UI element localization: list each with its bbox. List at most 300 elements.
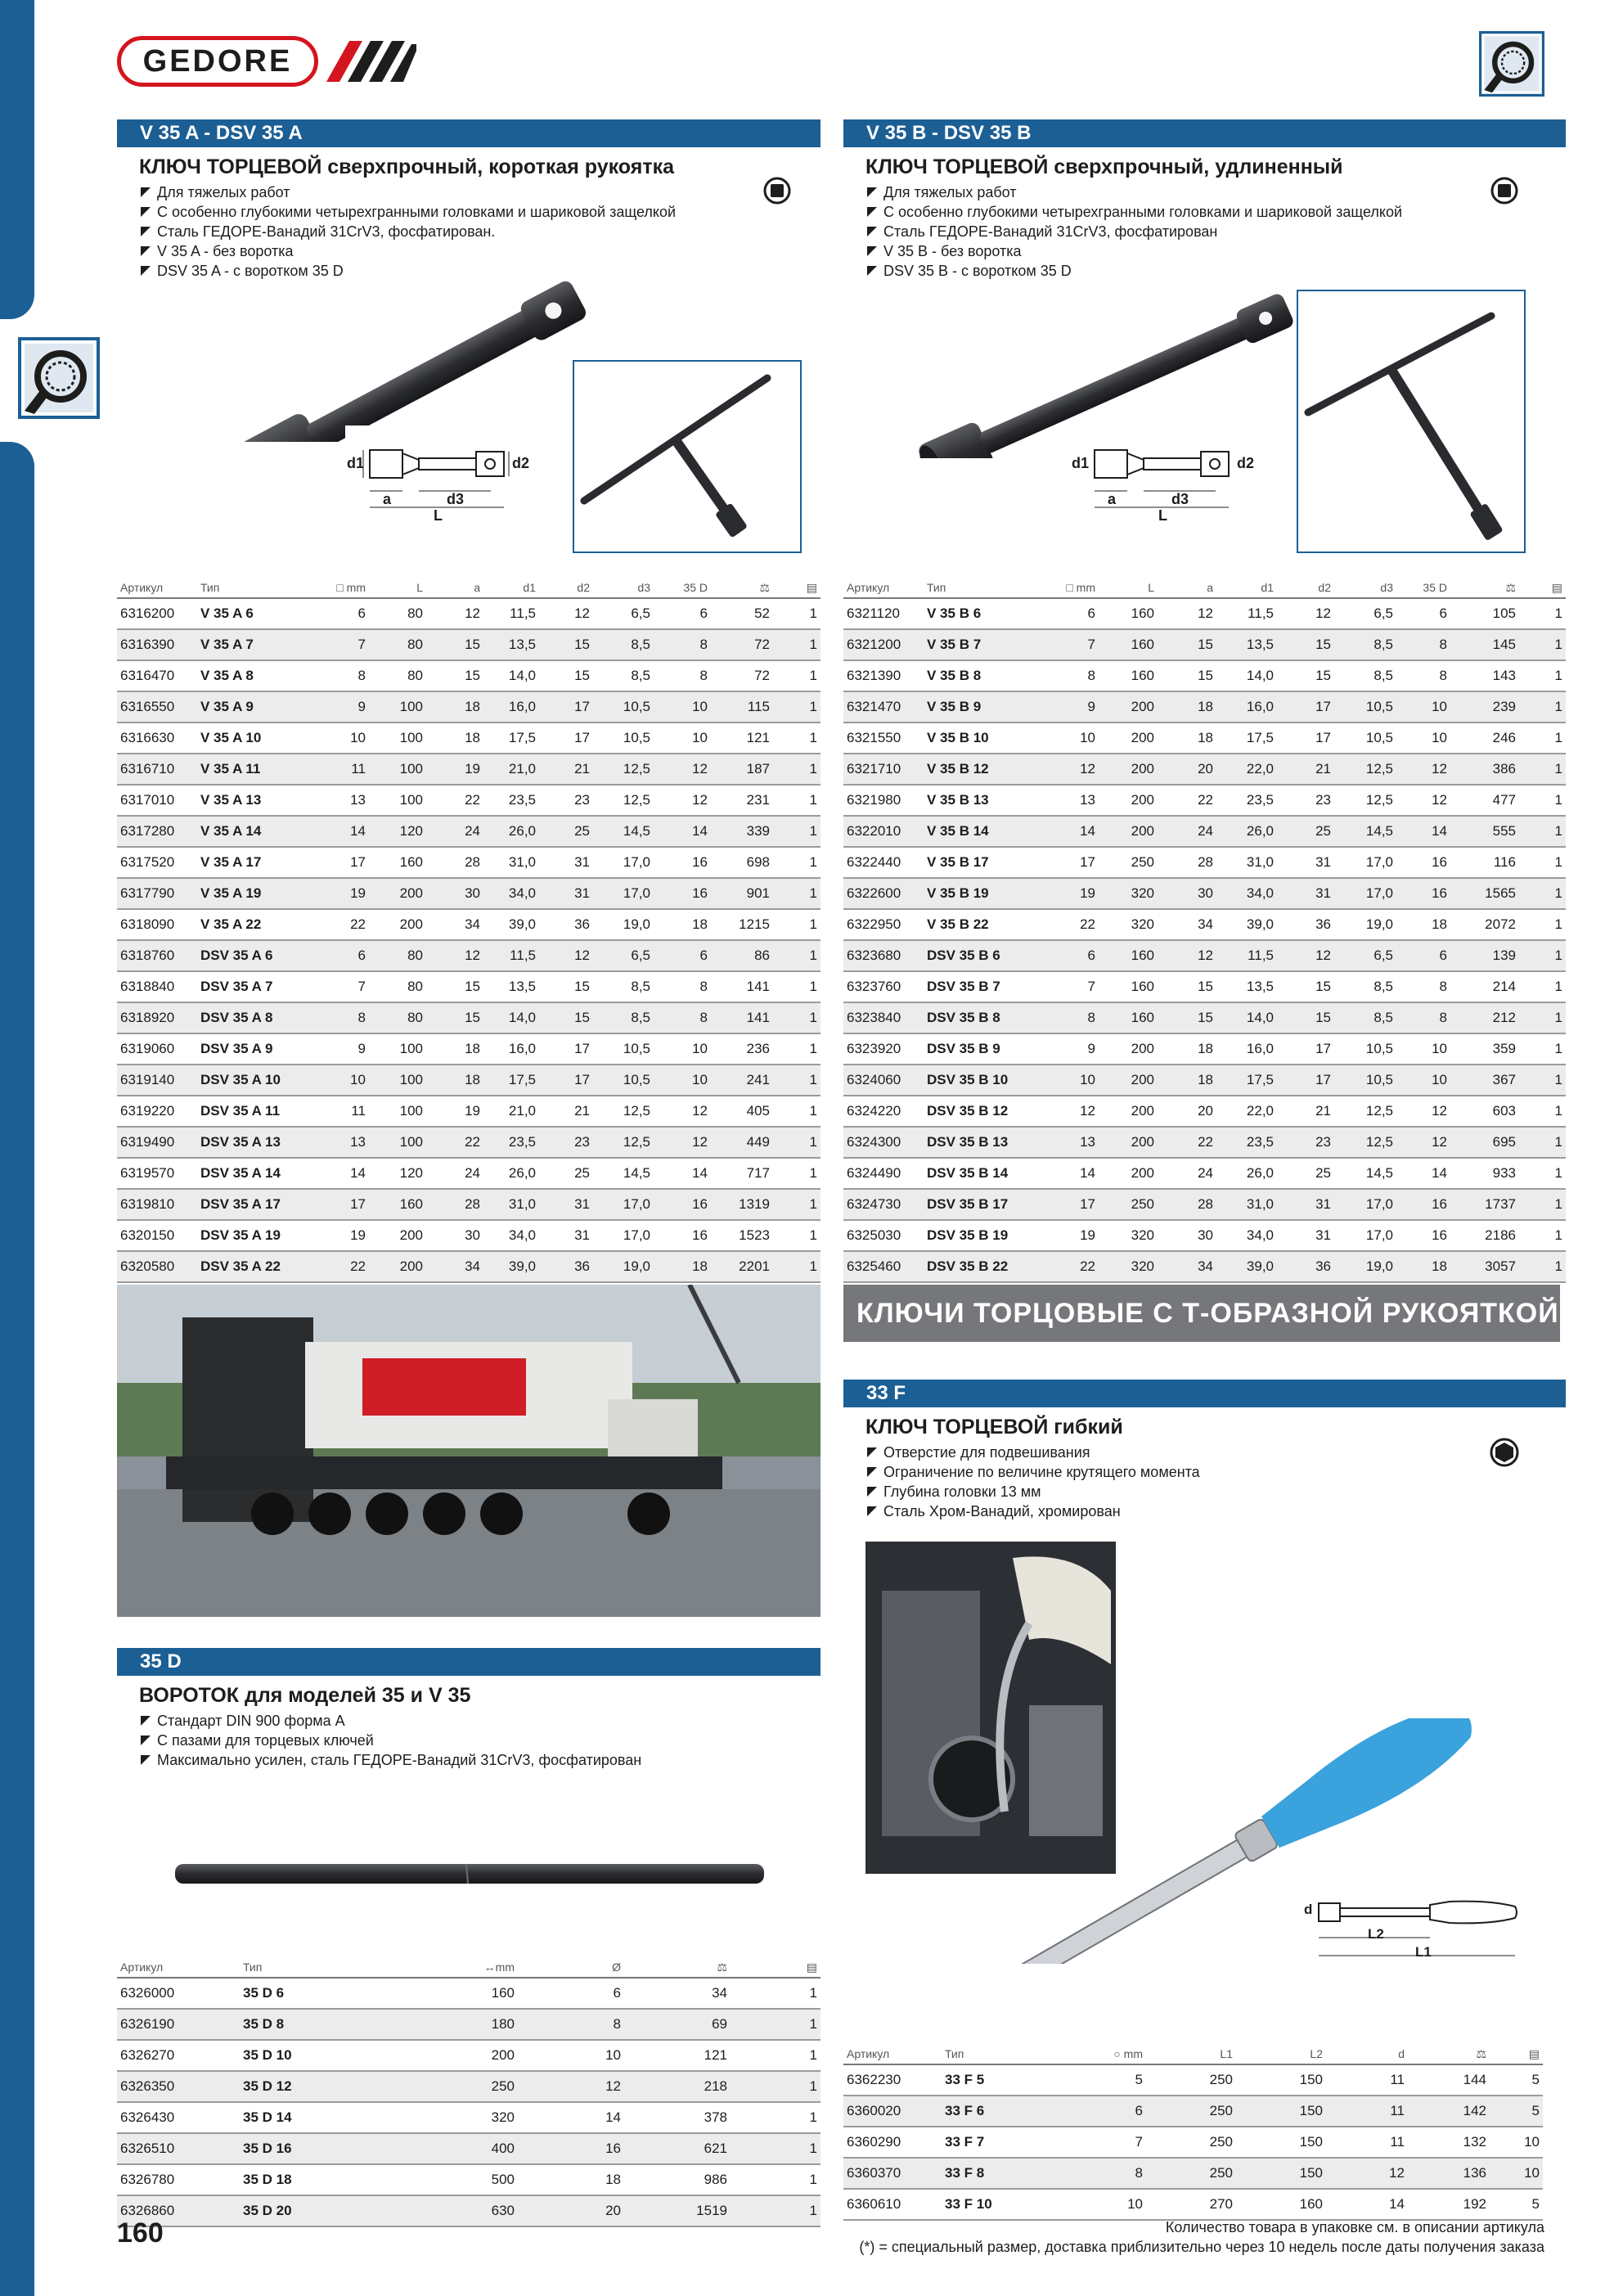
table-row — [843, 1189, 1566, 1220]
table-cell: 8 — [654, 971, 711, 1002]
table-cell: 10 — [1396, 691, 1450, 723]
column-header: ⚖ — [1450, 578, 1519, 598]
table-cell: 21 — [539, 754, 593, 785]
table-cell: 14 — [1028, 1158, 1099, 1189]
table-cell: 150 — [1236, 2158, 1326, 2189]
table-row — [117, 1096, 820, 1127]
table-cell: 200 — [369, 909, 426, 940]
dimension-drawing — [345, 425, 530, 524]
table-cell: 13 — [303, 785, 369, 816]
table-cell: 1 — [1519, 816, 1566, 847]
table-cell: 10,5 — [593, 723, 654, 754]
type-code: V 35 B 9 — [924, 691, 1028, 723]
table-cell: 34 — [426, 909, 483, 940]
table-cell: 17,5 — [1216, 1065, 1277, 1096]
table-row — [843, 1251, 1566, 1282]
type-code: DSV 35 B 17 — [924, 1189, 1028, 1220]
type-code: DSV 35 A 19 — [197, 1220, 303, 1251]
table-cell: 1 — [773, 1158, 820, 1189]
column-header: Тип — [197, 578, 303, 598]
table-cell: 12 — [1396, 785, 1450, 816]
type-code: DSV 35 B 10 — [924, 1065, 1028, 1096]
table-cell: 6 — [1028, 598, 1099, 629]
logo-stripes — [326, 41, 416, 82]
type-code: V 35 A 8 — [197, 660, 303, 691]
table-cell: 933 — [1450, 1158, 1519, 1189]
table-cell: 12 — [539, 940, 593, 971]
table-cell: 1 — [773, 723, 820, 754]
table-row — [117, 660, 820, 691]
table-cell: 1 — [1519, 878, 1566, 909]
table-cell: 200 — [1099, 1127, 1158, 1158]
table-row — [117, 1189, 820, 1220]
table-cell: 145 — [1450, 629, 1519, 660]
table-cell: 250 — [1146, 2127, 1236, 2158]
article-number: 6319140 — [117, 1065, 197, 1096]
section-banner: КЛЮЧИ ТОРЦОВЫЕ С Т-ОБРАЗНОЙ РУКОЯТКОЙ — [843, 1285, 1560, 1342]
type-code: 35 D 12 — [240, 2071, 362, 2102]
table-cell: 1 — [773, 940, 820, 971]
table-cell: 10 — [303, 1065, 369, 1096]
column-header: d3 — [1334, 578, 1396, 598]
dimension-sketch — [1302, 1895, 1523, 1970]
table-row — [117, 1127, 820, 1158]
table-cell: 5 — [1490, 2189, 1543, 2220]
article-number: 6319810 — [117, 1189, 197, 1220]
table-cell: 200 — [1099, 1158, 1158, 1189]
table-row — [843, 1127, 1566, 1158]
table-cell: 12 — [1396, 1096, 1450, 1127]
table-cell: 16 — [1396, 878, 1450, 909]
column-header: d1 — [483, 578, 539, 598]
table-cell: 10 — [654, 1065, 711, 1096]
table-cell: 10 — [518, 2040, 624, 2071]
table-cell: 14 — [303, 816, 369, 847]
type-code: V 35 B 19 — [924, 878, 1028, 909]
table-cell: 8,5 — [1334, 629, 1396, 660]
table-cell: 141 — [711, 971, 773, 1002]
table-cell: 18 — [518, 2164, 624, 2195]
table-cell: 13,5 — [1216, 971, 1277, 1002]
table-cell: 12 — [426, 598, 483, 629]
table-cell: 22,0 — [1216, 1096, 1277, 1127]
table-cell: 8,5 — [1334, 1002, 1396, 1033]
table-row — [843, 754, 1566, 785]
side-tab-top — [0, 0, 34, 319]
table-row — [117, 971, 820, 1002]
table-cell: 320 — [1099, 1220, 1158, 1251]
table-cell: 11 — [1326, 2096, 1408, 2127]
table-cell: 17 — [1277, 1033, 1334, 1065]
table-cell: 14,5 — [1334, 1158, 1396, 1189]
type-code: V 35 B 22 — [924, 909, 1028, 940]
table-cell: 8 — [654, 660, 711, 691]
article-number: 6316630 — [117, 723, 197, 754]
article-number: 6360020 — [843, 2096, 942, 2127]
type-code: V 35 A 17 — [197, 847, 303, 878]
table-cell: 7 — [1028, 629, 1099, 660]
table-cell: 12 — [1028, 754, 1099, 785]
label-d3: d3 — [447, 491, 465, 507]
table-cell: 10 — [303, 723, 369, 754]
table-cell: 30 — [426, 1220, 483, 1251]
column-header: d — [1326, 2044, 1408, 2064]
table-cell: 1 — [773, 971, 820, 1002]
article-number: 6318920 — [117, 1002, 197, 1033]
table-cell: 17,0 — [593, 1220, 654, 1251]
column-header: ⚖ — [711, 578, 773, 598]
table-cell: 200 — [1099, 1096, 1158, 1127]
feature-item: Для тяжелых работ — [139, 182, 820, 202]
footer-line: Количество товара в упаковке см. в описании артикула — [1165, 2219, 1544, 2235]
table-cell: 120 — [369, 816, 426, 847]
column-header: Тип — [240, 1957, 362, 1978]
table-cell: 14,0 — [1216, 660, 1277, 691]
feature-item: С особенно глубокими четырехгранными головками и шариковой защелкой — [865, 202, 1566, 222]
table-cell: 17 — [1277, 691, 1334, 723]
type-code: 33 F 6 — [942, 2096, 1056, 2127]
column-header: d1 — [1216, 578, 1277, 598]
table-cell: 14 — [1326, 2189, 1408, 2220]
table-cell: 320 — [1099, 878, 1158, 909]
table-cell: 2201 — [711, 1251, 773, 1282]
product-title: КЛЮЧ ТОРЦЕВОЙ сверхпрочный, удлиненный — [865, 155, 1343, 178]
table-cell: 18 — [426, 1065, 483, 1096]
feature-item: Ограничение по величине крутящего момента — [865, 1462, 1566, 1482]
table-cell: 12 — [654, 1127, 711, 1158]
table-cell: 212 — [1450, 1002, 1519, 1033]
table-cell: 31,0 — [483, 1189, 539, 1220]
feature-list — [865, 1443, 1566, 1521]
table-cell: 6 — [303, 598, 369, 629]
column-header: ▤ — [773, 578, 820, 598]
table-cell: 36 — [539, 909, 593, 940]
page-number: 160 — [117, 2217, 164, 2249]
table-cell: 31 — [539, 1220, 593, 1251]
table-cell: 12 — [654, 785, 711, 816]
table-cell: 11,5 — [483, 940, 539, 971]
table-cell: 20 — [1158, 754, 1216, 785]
table-cell: 25 — [1277, 816, 1334, 847]
table-row — [843, 1220, 1566, 1251]
article-number: 6316390 — [117, 629, 197, 660]
table-cell: 22 — [1158, 1127, 1216, 1158]
table-row — [117, 2102, 820, 2133]
table-cell: 12 — [654, 754, 711, 785]
article-number: 6318760 — [117, 940, 197, 971]
table-cell: 1 — [773, 878, 820, 909]
table-row — [117, 909, 820, 940]
table-cell: 23 — [1277, 785, 1334, 816]
table-cell: 160 — [1099, 660, 1158, 691]
table-cell: 21,0 — [483, 1096, 539, 1127]
table-cell: 6 — [1396, 598, 1450, 629]
table-cell: 24 — [1158, 816, 1216, 847]
table-cell: 100 — [369, 1127, 426, 1158]
table-cell: 115 — [711, 691, 773, 723]
feature-list — [865, 182, 1566, 281]
table-cell: 16,0 — [1216, 1033, 1277, 1065]
table-cell: 80 — [369, 660, 426, 691]
table-row — [117, 754, 820, 785]
type-code: DSV 35 A 9 — [197, 1033, 303, 1065]
table-cell: 9 — [303, 691, 369, 723]
table-cell: 192 — [1408, 2189, 1490, 2220]
table-cell: 18 — [654, 909, 711, 940]
table-cell: 17 — [539, 1033, 593, 1065]
article-number: 6317010 — [117, 785, 197, 816]
table-cell: 100 — [369, 691, 426, 723]
table-cell: 1 — [1519, 1251, 1566, 1282]
table-cell: 1 — [731, 2040, 820, 2071]
table-cell: 187 — [711, 754, 773, 785]
label-d2: d2 — [1237, 455, 1255, 471]
table-cell: 34,0 — [483, 878, 539, 909]
table-cell: 10,5 — [1334, 723, 1396, 754]
table-cell: 1 — [1519, 785, 1566, 816]
table-cell: 34 — [1158, 909, 1216, 940]
table-cell: 200 — [1099, 785, 1158, 816]
table-cell: 1 — [1519, 629, 1566, 660]
table-cell: 8,5 — [593, 629, 654, 660]
table-cell: 12,5 — [1334, 785, 1396, 816]
table-cell: 1 — [773, 816, 820, 847]
table-cell: 31 — [1277, 847, 1334, 878]
table-cell: 34,0 — [1216, 878, 1277, 909]
label-a: a — [1108, 491, 1117, 507]
table-cell: 15 — [426, 1002, 483, 1033]
table-v35a — [117, 578, 820, 1283]
table-cell: 105 — [1450, 598, 1519, 629]
table-cell: 72 — [711, 629, 773, 660]
table-cell: 80 — [369, 971, 426, 1002]
table-cell: 6 — [303, 940, 369, 971]
article-number: 6316470 — [117, 660, 197, 691]
table-cell: 17 — [1028, 847, 1099, 878]
table-cell: 39,0 — [1216, 1251, 1277, 1282]
table-cell: 1 — [773, 1127, 820, 1158]
table-cell: 200 — [1099, 723, 1158, 754]
table-cell: 22 — [303, 909, 369, 940]
table-cell: 23 — [539, 785, 593, 816]
table-cell: 1 — [1519, 660, 1566, 691]
column-header: Артикул — [843, 578, 924, 598]
column-header: 35 D — [1396, 578, 1450, 598]
table-cell: 19,0 — [1334, 1251, 1396, 1282]
table-cell: 160 — [1099, 629, 1158, 660]
table-cell: 320 — [1099, 909, 1158, 940]
table-cell: 22 — [303, 1251, 369, 1282]
table-row — [843, 598, 1566, 629]
table-cell: 1 — [773, 1096, 820, 1127]
table-cell: 16,0 — [483, 691, 539, 723]
table-cell: 31,0 — [1216, 847, 1277, 878]
table-cell: 200 — [1099, 691, 1158, 723]
table-cell: 14 — [654, 1158, 711, 1189]
table-row — [117, 1251, 820, 1282]
table-cell: 1 — [1519, 754, 1566, 785]
table-cell: 449 — [711, 1127, 773, 1158]
table-cell: 17,5 — [483, 723, 539, 754]
table-cell: 12 — [1158, 598, 1216, 629]
table-cell: 717 — [711, 1158, 773, 1189]
table-cell: 30 — [426, 878, 483, 909]
table-cell: 39,0 — [483, 909, 539, 940]
table-cell: 116 — [1450, 847, 1519, 878]
table-cell: 8 — [1028, 1002, 1099, 1033]
column-header: Артикул — [843, 2044, 942, 2064]
column-header: Тип — [942, 2044, 1056, 2064]
table-cell: 8 — [1396, 1002, 1450, 1033]
table-cell: 17 — [1277, 1065, 1334, 1096]
table-cell: 405 — [711, 1096, 773, 1127]
column-header: ○ mm — [1056, 2044, 1146, 2064]
table-cell: 21,0 — [483, 754, 539, 785]
table-cell: 12,5 — [593, 1096, 654, 1127]
table-35d — [117, 1957, 820, 2227]
table-cell: 1 — [1519, 1065, 1566, 1096]
table-cell: 10 — [1056, 2189, 1146, 2220]
table-cell: 18 — [1158, 691, 1216, 723]
table-cell: 120 — [369, 1158, 426, 1189]
label-L2: L2 — [1368, 1926, 1384, 1942]
label-a: a — [383, 491, 392, 507]
brand-name: GEDORE — [142, 43, 293, 79]
table-cell: 10,5 — [1334, 1065, 1396, 1096]
table-cell: 11 — [1326, 2064, 1408, 2096]
table-cell: 24 — [1158, 1158, 1216, 1189]
table-cell: 200 — [369, 878, 426, 909]
crane-truck-photo — [117, 1285, 820, 1617]
table-cell: 31 — [539, 878, 593, 909]
table-row — [117, 1033, 820, 1065]
table-cell: 250 — [1146, 2096, 1236, 2127]
article-table — [117, 1957, 820, 2227]
table-cell: 14 — [654, 816, 711, 847]
table-cell: 500 — [362, 2164, 518, 2195]
table-row — [117, 785, 820, 816]
table-cell: 477 — [1450, 785, 1519, 816]
column-header: d2 — [1277, 578, 1334, 598]
column-header: Артикул — [117, 578, 197, 598]
table-cell: 17,0 — [1334, 878, 1396, 909]
table-cell: 1 — [1519, 1189, 1566, 1220]
table-cell: 8 — [303, 1002, 369, 1033]
column-header: ⚖ — [1408, 2044, 1490, 2064]
table-cell: 26,0 — [483, 1158, 539, 1189]
table-cell: 12 — [1396, 754, 1450, 785]
table-cell: 17,0 — [1334, 1220, 1396, 1251]
table-cell: 7 — [1028, 971, 1099, 1002]
table-cell: 143 — [1450, 660, 1519, 691]
table-cell: 21 — [1277, 1096, 1334, 1127]
table-cell: 1565 — [1450, 878, 1519, 909]
table-row — [843, 2127, 1543, 2158]
table-row — [843, 1065, 1566, 1096]
table-cell: 1 — [731, 2195, 820, 2226]
table-cell: 24 — [426, 816, 483, 847]
table-row — [117, 2071, 820, 2102]
table-cell: 603 — [1450, 1096, 1519, 1127]
table-cell: 12 — [1277, 940, 1334, 971]
square-icon — [1490, 177, 1518, 205]
table-row — [843, 909, 1566, 940]
article-number: 6316200 — [117, 598, 197, 629]
table-cell: 14 — [1028, 816, 1099, 847]
table-cell: 1 — [773, 909, 820, 940]
article-number: 6320150 — [117, 1220, 197, 1251]
section-v35a — [117, 119, 820, 281]
table-row — [843, 2158, 1543, 2189]
article-number: 6318090 — [117, 909, 197, 940]
table-cell: 1 — [1519, 691, 1566, 723]
table-cell: 250 — [1146, 2064, 1236, 2096]
table-cell: 320 — [1099, 1251, 1158, 1282]
table-cell: 16 — [1396, 1220, 1450, 1251]
table-row — [117, 940, 820, 971]
type-code: DSV 35 B 19 — [924, 1220, 1028, 1251]
table-cell: 1 — [1519, 971, 1566, 1002]
dimension-drawing — [1302, 1895, 1523, 1970]
table-cell: 16 — [654, 1220, 711, 1251]
article-number: 6325030 — [843, 1220, 924, 1251]
footer-note — [859, 2217, 1544, 2257]
column-header: Тип — [924, 578, 1028, 598]
table-cell: 26,0 — [1216, 1158, 1277, 1189]
table-cell: 986 — [624, 2164, 731, 2195]
feature-item: V 35 A - без воротка — [139, 241, 820, 261]
article-number: 6322600 — [843, 878, 924, 909]
table-cell: 18 — [426, 1033, 483, 1065]
table-cell: 13 — [303, 1127, 369, 1158]
label-d: d — [1304, 1902, 1313, 1917]
table-row — [843, 816, 1566, 847]
table-cell: 160 — [1099, 971, 1158, 1002]
label-L: L — [434, 507, 443, 524]
article-number: 6322010 — [843, 816, 924, 847]
feature-item: DSV 35 B - с воротком 35 D — [865, 261, 1566, 281]
table-cell: 121 — [624, 2040, 731, 2071]
table-cell: 17,5 — [483, 1065, 539, 1096]
table-cell: 18 — [654, 1251, 711, 1282]
table-cell: 30 — [1158, 878, 1216, 909]
table-cell: 100 — [369, 785, 426, 816]
table-cell: 10 — [1490, 2127, 1543, 2158]
table-cell: 6,5 — [593, 598, 654, 629]
table-cell: 14 — [518, 2102, 624, 2133]
article-number: 6323760 — [843, 971, 924, 1002]
table-row — [117, 2195, 820, 2226]
table-cell: 15 — [426, 971, 483, 1002]
table-cell: 12 — [426, 940, 483, 971]
column-header: L1 — [1146, 2044, 1236, 2064]
table-cell: 15 — [539, 660, 593, 691]
table-cell: 100 — [369, 754, 426, 785]
table-cell: 10,5 — [593, 1033, 654, 1065]
type-code: V 35 B 14 — [924, 816, 1028, 847]
table-cell: 20 — [518, 2195, 624, 2226]
table-cell: 15 — [1158, 971, 1216, 1002]
type-code: V 35 B 10 — [924, 723, 1028, 754]
table-cell: 31 — [539, 1189, 593, 1220]
table-cell: 150 — [1236, 2064, 1326, 2096]
table-cell: 8 — [1028, 660, 1099, 691]
table-cell: 555 — [1450, 816, 1519, 847]
table-cell: 13,5 — [483, 629, 539, 660]
table-cell: 12,5 — [1334, 1127, 1396, 1158]
type-code: V 35 A 6 — [197, 598, 303, 629]
feature-item: Сталь ГЕДОРЕ-Ванадий 31CrV3, фосфатирован. — [139, 222, 820, 241]
